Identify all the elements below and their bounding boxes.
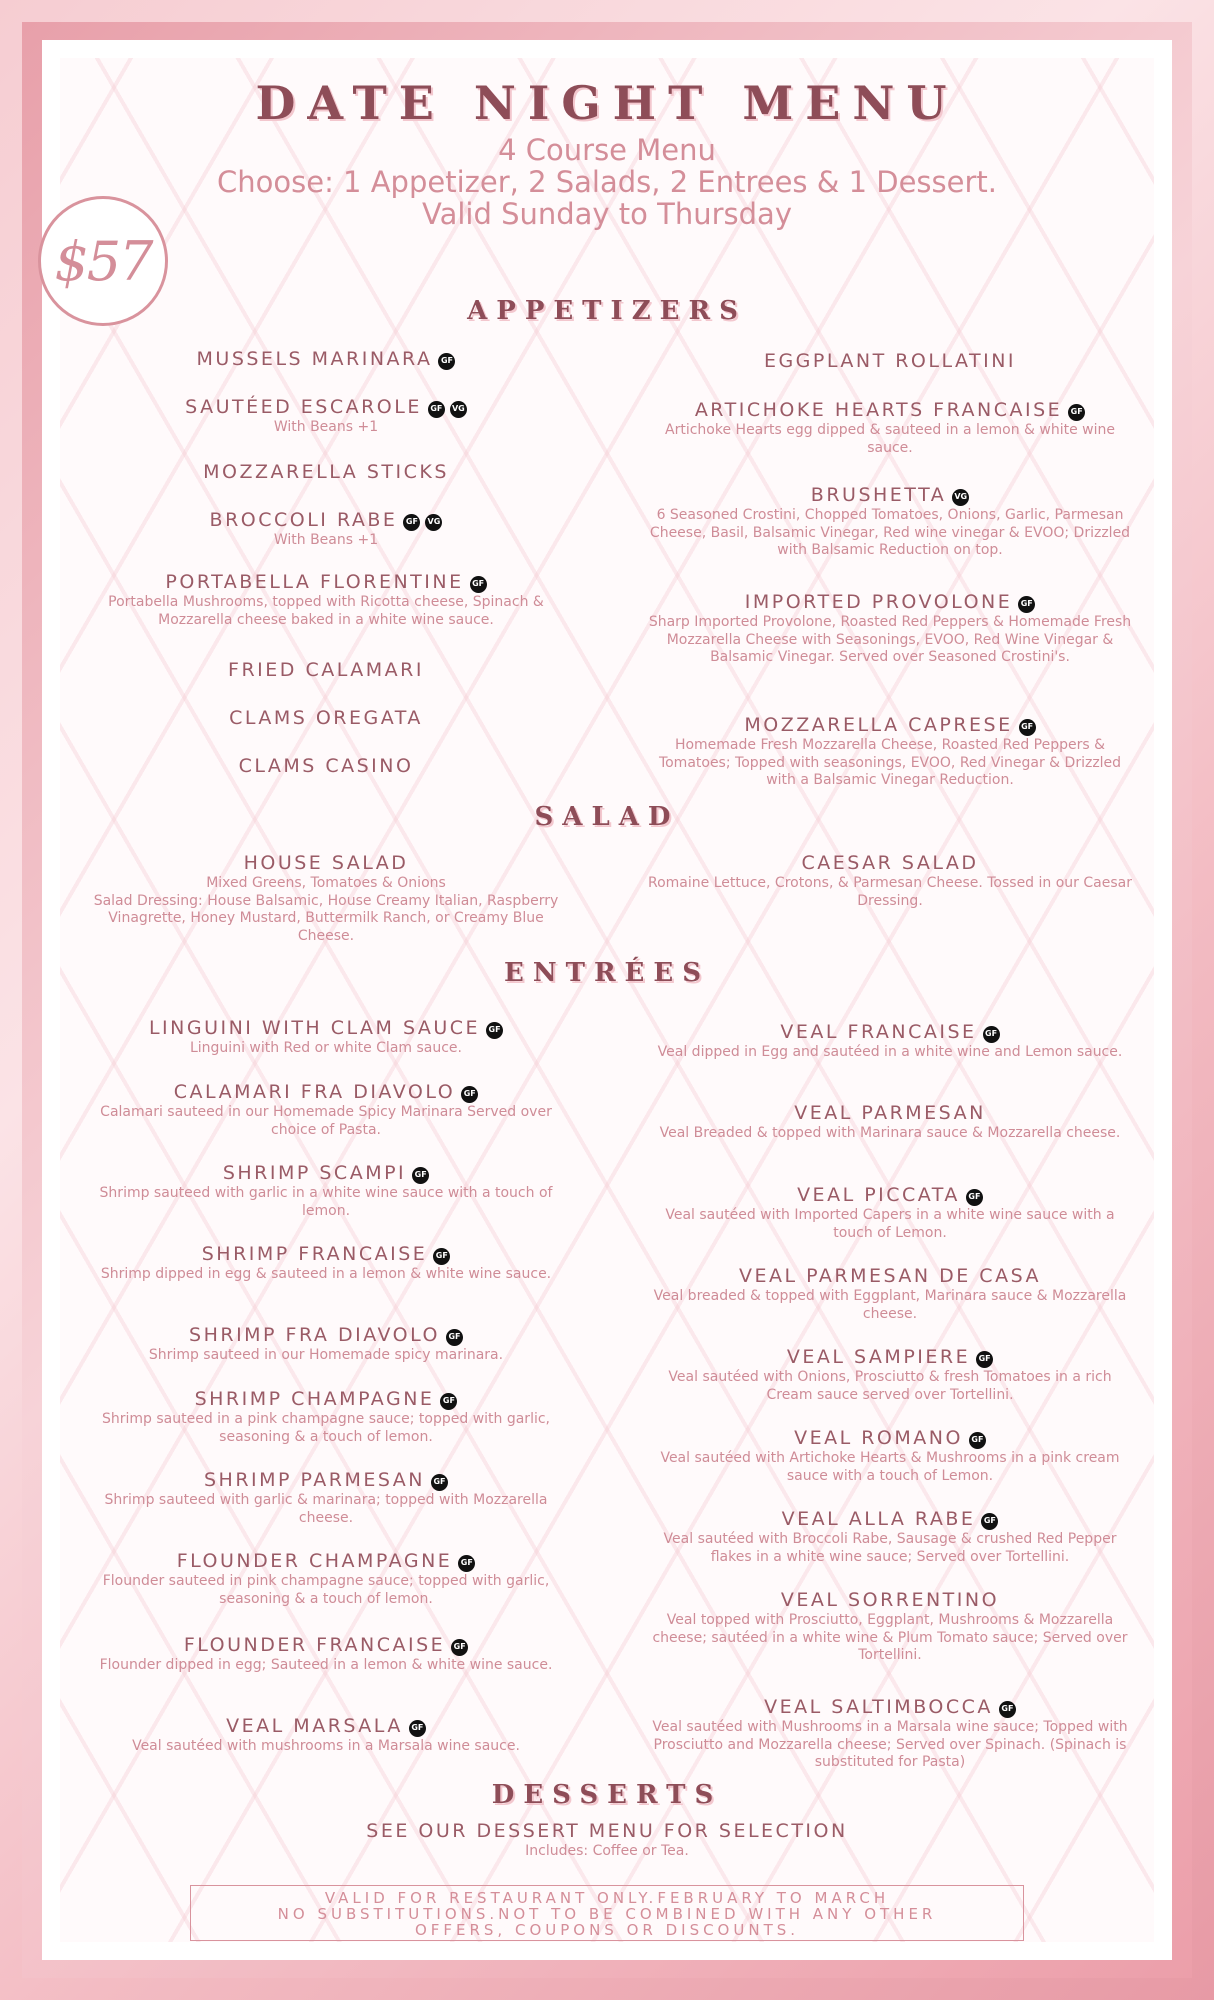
item-name: FRIED CALAMARI [228, 659, 424, 681]
item-name-row [81, 1242, 571, 1266]
appetizers-item [81, 508, 571, 550]
entrees-item [645, 1183, 1135, 1242]
item-name: EGGPLANT ROLLATINI [763, 350, 1017, 372]
entrees-item [81, 1633, 571, 1675]
gluten-free-icon: GF [486, 1022, 503, 1039]
item-name-row [81, 754, 571, 778]
salad-heading: SALAD [534, 802, 680, 832]
item-description-extra: Salad Dressing: House Balsamic, House Creamy Italian, Raspberry Vinagrette, Honey Mustard, Buttermilk Ranch, or Creamy Blue Cheese. [93, 892, 559, 944]
entrees-item [645, 1101, 1135, 1143]
item-description: Veal Breaded & topped with Marinara sauce & Mozzarella cheese. [659, 1125, 1121, 1141]
appetizers-item [645, 349, 1135, 373]
item-name: SAUTÉED ESCAROLE [185, 396, 422, 418]
gluten-free-icon: GF [446, 1329, 463, 1346]
gluten-free-icon: GF [966, 1189, 983, 1206]
entrees-item [645, 1695, 1135, 1772]
appetizers-item [81, 347, 571, 371]
item-description: Shrimp sauteed in a pink champagne sauce; topped with garlic, seasoning & a touch of lemon. [101, 1411, 550, 1445]
appetizers-item [81, 754, 571, 778]
item-name: IMPORTED PROVOLONE [744, 591, 1013, 613]
appetizers-item [81, 658, 571, 682]
entrees-item [81, 1161, 571, 1220]
valid-days: Valid Sunday to Thursday [421, 197, 792, 231]
appetizers-item [81, 395, 571, 437]
gluten-free-icon: GF [409, 1720, 426, 1737]
item-name-row [81, 1387, 571, 1411]
item-description: Shrimp dipped in egg & sauteed in a lemon & white wine sauce. [100, 1266, 552, 1282]
item-name-row [81, 395, 571, 419]
entrees-item [645, 1264, 1135, 1323]
item-name: VEAL SAMPIERE [786, 1346, 971, 1368]
vegetarian-icon: VG [450, 401, 467, 418]
item-name-row [81, 1080, 571, 1104]
item-description: Veal dipped in Egg and sautéed in a white wine and Lemon sauce. [657, 1044, 1123, 1060]
appetizers-item [645, 713, 1135, 790]
gluten-free-icon: GF [403, 514, 420, 531]
gluten-free-icon: GF [1018, 596, 1035, 613]
item-name: CALAMARI FRA DIAVOLO [173, 1081, 456, 1103]
terms-box [190, 1885, 1024, 1941]
item-description: Shrimp sauteed in our Homemade spicy marinara. [148, 1347, 504, 1363]
item-name: VEAL SORRENTINO [780, 1589, 1000, 1611]
item-description: Shrimp sauteed with garlic & marinara; topped with Mozzarella cheese. [104, 1492, 548, 1526]
item-description: Mixed Greens, Tomatoes & Onions [206, 875, 446, 891]
entrees-item [645, 1020, 1135, 1062]
gluten-free-icon: GF [1019, 719, 1036, 736]
gluten-free-icon: GF [976, 1351, 993, 1368]
appetizers-item [81, 706, 571, 730]
appetizers-item [81, 460, 571, 484]
gluten-free-icon: GF [470, 576, 487, 593]
price-badge: $57 [38, 196, 168, 326]
item-description: Portabella Mushrooms, topped with Ricotta cheese, Spinach & Mozzarella cheese baked in a white wine sauce. [108, 594, 544, 628]
entrees-item [645, 1345, 1135, 1404]
appetizers-heading: APPETIZERS [467, 296, 747, 326]
item-name-row [645, 1507, 1135, 1531]
item-name-row [81, 658, 571, 682]
item-description: Veal sautéed with Broccoli Rabe, Sausage & crushed Red Pepper flakes in a white wine sauce; Served over Tortellini. [663, 1531, 1117, 1565]
item-name-row [81, 508, 571, 532]
gluten-free-icon: GF [438, 353, 455, 370]
item-description: Romaine Lettuce, Crotons, & Parmesan Cheese. Tossed in our Caesar Dressing. [648, 875, 1132, 909]
item-name-row [81, 1323, 571, 1347]
entrees-item [81, 1549, 571, 1608]
entrees-item [81, 1468, 571, 1527]
item-name-row [645, 1264, 1135, 1288]
item-name-row [81, 460, 571, 484]
menu-title: DATE NIGHT MENU [255, 76, 959, 130]
gluten-free-icon: GF [461, 1086, 478, 1103]
item-name: SHRIMP FRA DIAVOLO [189, 1324, 440, 1346]
item-name-row [645, 1695, 1135, 1719]
item-name: MUSSELS MARINARA [196, 348, 433, 370]
salad-item [81, 851, 571, 945]
item-name: VEAL SALTIMBOCCA [764, 1696, 993, 1718]
item-name-row [645, 483, 1135, 507]
item-name-row [645, 1101, 1135, 1125]
item-name: BROCCOLI RABE [209, 509, 398, 531]
item-description: Flounder sauteed in pink champagne sauce; topped with garlic, seasoning & a touch of lemon. [102, 1573, 550, 1607]
item-name-row [645, 1020, 1135, 1044]
item-description: Veal sautéed with Artichoke Hearts & Mushrooms in a pink cream sauce with a touch of Lemon. [660, 1450, 1120, 1484]
item-description: Linguini with Red or white Clam sauce. [189, 1040, 462, 1056]
item-name-row [645, 1426, 1135, 1450]
item-name: SHRIMP PARMESAN [203, 1469, 425, 1491]
gluten-free-icon: GF [428, 401, 445, 418]
item-description: With Beans +1 [273, 419, 379, 435]
item-description: Veal topped with Prosciutto, Eggplant, Mushrooms & Mozzarella cheese; sautéed in a white wine & Plum Tomato sauce; Served over Tortellini. [652, 1612, 1128, 1663]
dessert-name: SEE OUR DESSERT MENU FOR SELECTION [366, 1820, 848, 1842]
item-name: VEAL PARMESAN DE CASA [739, 1265, 1041, 1287]
item-name-row [645, 713, 1135, 737]
gluten-free-icon: GF [440, 1393, 457, 1410]
entrees-item [81, 1387, 571, 1446]
entrees-item [645, 1507, 1135, 1566]
dessert-item [157, 1819, 1057, 1861]
gluten-free-icon: GF [433, 1248, 450, 1265]
item-name: FLOUNDER CHAMPAGNE [176, 1550, 453, 1572]
gluten-free-icon: GF [458, 1555, 475, 1572]
entrees-heading: ENTRÉES [504, 958, 710, 988]
item-name: SHRIMP CHAMPAGNE [194, 1388, 435, 1410]
item-name-row [81, 706, 571, 730]
item-name-row [645, 398, 1135, 422]
item-name: SHRIMP SCAMPI [222, 1162, 407, 1184]
item-name: ARTICHOKE HEARTS FRANCAISE [694, 399, 1063, 421]
item-name: VEAL ROMANO [794, 1427, 963, 1449]
item-name-row [81, 1714, 571, 1738]
entrees-item [81, 1242, 571, 1284]
gluten-free-icon: GF [451, 1639, 468, 1656]
item-description: With Beans +1 [273, 532, 379, 548]
appetizers-item [81, 570, 571, 629]
item-name-row [81, 851, 571, 875]
entrees-item [81, 1323, 571, 1365]
terms-line-1: VALID FOR RESTAURANT ONLY.FEBRUARY TO MARCH [324, 1889, 890, 1907]
vegetarian-icon: VG [425, 514, 442, 531]
item-description: Veal sautéed with mushrooms in a Marsala wine sauce. [132, 1738, 520, 1754]
item-name: VEAL PICCATA [797, 1184, 960, 1206]
item-name-row [645, 1588, 1135, 1612]
entrees-item [81, 1016, 571, 1058]
item-description: Homemade Fresh Mozzarella Cheese, Roasted Red Peppers & Tomatoes; Topped with seasonings, EVOO, Red Vinegar & Drizzled with a Balsamic Vinegar Reduction. [658, 737, 1122, 788]
item-name: VEAL FRANCAISE [780, 1021, 977, 1043]
item-description: Veal sautéed with Imported Capers in a white wine sauce with a touch of Lemon. [665, 1207, 1115, 1241]
item-description: Veal sautéed with Onions, Prosciutto & fresh Tomatoes in a rich Cream sauce served over Tortellini. [668, 1369, 1112, 1403]
terms-line-2: NO SUBSTITUTIONS.NOT TO BE COMBINED WITH ANY OTHER [277, 1905, 937, 1923]
appetizers-item [645, 590, 1135, 667]
item-description: Calamari sauteed in our Homemade Spicy Marinara Served over choice of Pasta. [100, 1104, 552, 1138]
item-name-row [81, 1016, 571, 1040]
item-name: VEAL PARMESAN [794, 1102, 986, 1124]
appetizers-item [645, 483, 1135, 560]
entrees-item [645, 1588, 1135, 1665]
item-name-row [81, 1161, 571, 1185]
terms-line-3: OFFERS, COUPONS OR DISCOUNTS. [414, 1921, 800, 1939]
item-description: Veal breaded & topped with Eggplant, Marinara sauce & Mozzarella cheese. [653, 1288, 1127, 1322]
item-name: BRUSHETTA [810, 484, 947, 506]
item-description: Sharp Imported Provolone, Roasted Red Peppers & Homemade Fresh Mozzarella Cheese with Seasonings, EVOO, Red Wine Vinegar & Balsamic Vinegar. Served over Seasoned Crostini's. [648, 614, 1132, 665]
item-name: LINGUINI WITH CLAM SAUCE [148, 1017, 481, 1039]
item-name-row [81, 347, 571, 371]
item-name-row [81, 1468, 571, 1492]
item-name: PORTABELLA FLORENTINE [165, 571, 464, 593]
item-name: VEAL ALLA RABE [781, 1508, 976, 1530]
item-name-row [645, 1183, 1135, 1207]
item-description: Artichoke Hearts egg dipped & sauteed in a lemon & white wine sauce. [665, 422, 1115, 456]
item-name: VEAL MARSALA [226, 1715, 403, 1737]
entrees-item [81, 1714, 571, 1756]
entrees-item [645, 1426, 1135, 1485]
item-name: CLAMS OREGATA [229, 707, 423, 729]
gluten-free-icon: GF [969, 1432, 986, 1449]
dessert-desc: Includes: Coffee or Tea. [525, 1843, 689, 1859]
item-name: MOZZARELLA CAPRESE [744, 714, 1013, 736]
gluten-free-icon: GF [983, 1026, 1000, 1043]
course-count: 4 Course Menu [498, 133, 716, 167]
gluten-free-icon: GF [999, 1701, 1016, 1718]
item-name-row [645, 349, 1135, 373]
item-name: HOUSE SALAD [243, 852, 409, 874]
item-description: Flounder dipped in egg; Sauteed in a lemon & white wine sauce. [99, 1657, 553, 1673]
appetizers-item [645, 398, 1135, 457]
item-name-row [81, 1549, 571, 1573]
gluten-free-icon: GF [1068, 404, 1085, 421]
item-name-row [645, 1345, 1135, 1369]
item-name-row [645, 590, 1135, 614]
gluten-free-icon: GF [981, 1513, 998, 1530]
desserts-heading: DESSERTS [491, 1780, 723, 1810]
item-description: 6 Seasoned Crostini, Chopped Tomatoes, Onions, Garlic, Parmesan Cheese, Basil, Balsamic Vinegar, Red wine vinegar & EVOO; Drizzled with Balsamic Reduction on top. [649, 507, 1131, 558]
course-choice: Choose: 1 Appetizer, 2 Salads, 2 Entrees & 1 Dessert. [217, 165, 997, 199]
item-name-row [81, 570, 571, 594]
gluten-free-icon: GF [431, 1474, 448, 1491]
item-description: Shrimp sauteed with garlic in a white wine sauce with a touch of lemon. [99, 1185, 553, 1219]
salad-item [645, 851, 1135, 910]
item-name: SHRIMP FRANCAISE [201, 1243, 428, 1265]
item-name-row [645, 851, 1135, 875]
item-name: CAESAR SALAD [801, 852, 979, 874]
item-name-row [81, 1633, 571, 1657]
vegetarian-icon: VG [952, 489, 969, 506]
item-description: Veal sautéed with Mushrooms in a Marsala wine sauce; Topped with Prosciutto and Mozzarella cheese; Served over Spinach. (Spinach is substituted for Pasta) [652, 1719, 1128, 1770]
item-name: CLAMS CASINO [238, 755, 414, 777]
entrees-item [81, 1080, 571, 1139]
gluten-free-icon: GF [412, 1167, 429, 1184]
item-name: FLOUNDER FRANCAISE [183, 1634, 446, 1656]
item-name: MOZZARELLA STICKS [203, 461, 449, 483]
